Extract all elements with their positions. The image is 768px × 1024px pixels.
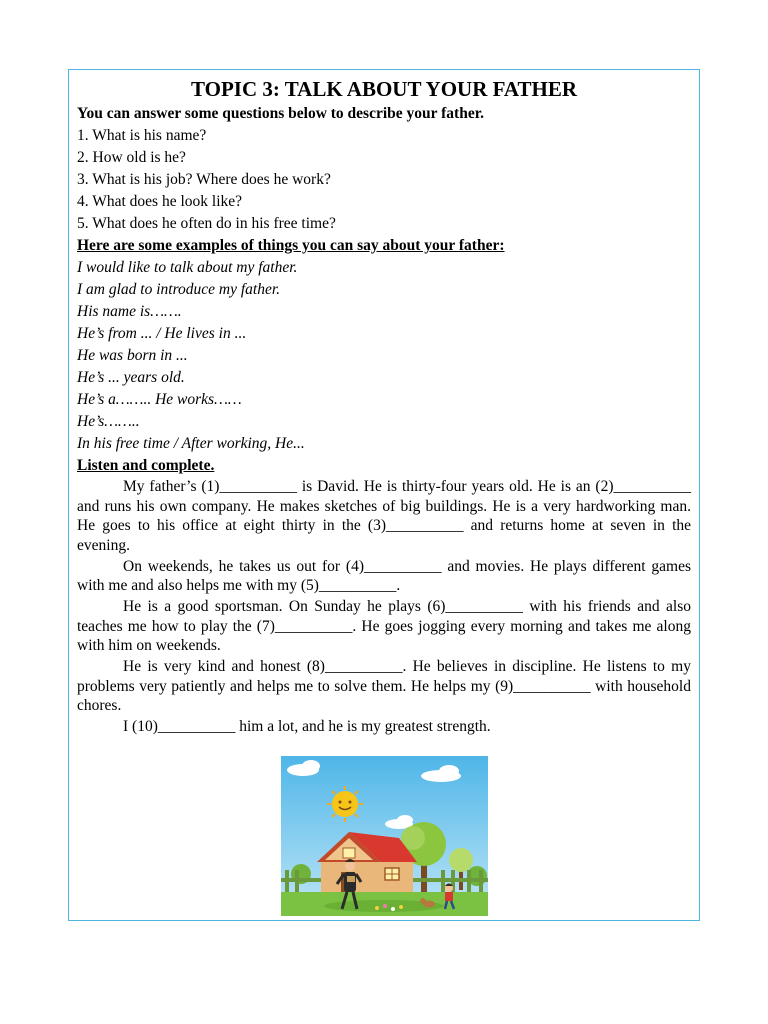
question-item: 3. What is his job? Where does he work? — [77, 171, 331, 188]
example-item: He’s from ... / He lives in ... — [77, 325, 247, 342]
passage-paragraph: I (10)__________ him a lot, and he is my greatest strength. — [123, 718, 491, 735]
question-item: 2. How old is he? — [77, 149, 186, 166]
examples-list — [77, 257, 691, 455]
listening-passage — [77, 477, 691, 737]
worksheet — [77, 76, 691, 738]
example-item: I would like to talk about my father. — [77, 259, 298, 276]
example-item: His name is……. — [77, 303, 182, 320]
intro-text: You can answer some questions below to describe your father. — [77, 105, 485, 122]
example-item: He’s a…….. He works…… — [77, 391, 242, 408]
father-house-illustration — [281, 756, 488, 916]
question-item: 4. What does he look like? — [77, 193, 243, 210]
sun-icon — [327, 786, 363, 822]
examples-heading: Here are some examples of things you can say about your father: — [77, 237, 505, 254]
passage-paragraph: He is a good sportsman. On Sunday he plays (6)__________ with his friends and also teaches me how to play the (7)__________. He goes jogging every morning and takes me along with him on weekends. — [77, 598, 691, 654]
passage-paragraph: On weekends, he takes us out for (4)__________ and movies. He plays different games with me and also helps me with my (5)__________. — [77, 557, 691, 594]
listen-heading: Listen and complete. — [77, 457, 215, 474]
question-item: 1. What is his name? — [77, 127, 207, 144]
page-title: TOPIC 3: TALK ABOUT YOUR FATHER — [190, 77, 578, 101]
example-item: In his free time / After working, He... — [77, 435, 305, 452]
example-item: He’s…….. — [77, 413, 140, 430]
question-item: 5. What does he often do in his free time? — [77, 215, 336, 232]
passage-paragraph: My father’s (1)__________ is David. He is thirty-four years old. He is an (2)__________ and runs his own company. He makes sketches of big buildings. He is a very hardworking man. He goes to his office at eight thirty in the (3)__________ and returns home at seven in the evening. — [77, 478, 691, 554]
example-item: I am glad to introduce my father. — [77, 281, 281, 298]
example-item: He was born in ... — [77, 347, 188, 364]
example-item: He’s ... years old. — [77, 369, 185, 386]
questions-list — [77, 125, 691, 235]
passage-paragraph: He is very kind and honest (8)__________. He believes in discipline. He listens to my problems very patiently and helps me to solve them. He helps my (9)__________ with household chores. — [77, 658, 691, 714]
